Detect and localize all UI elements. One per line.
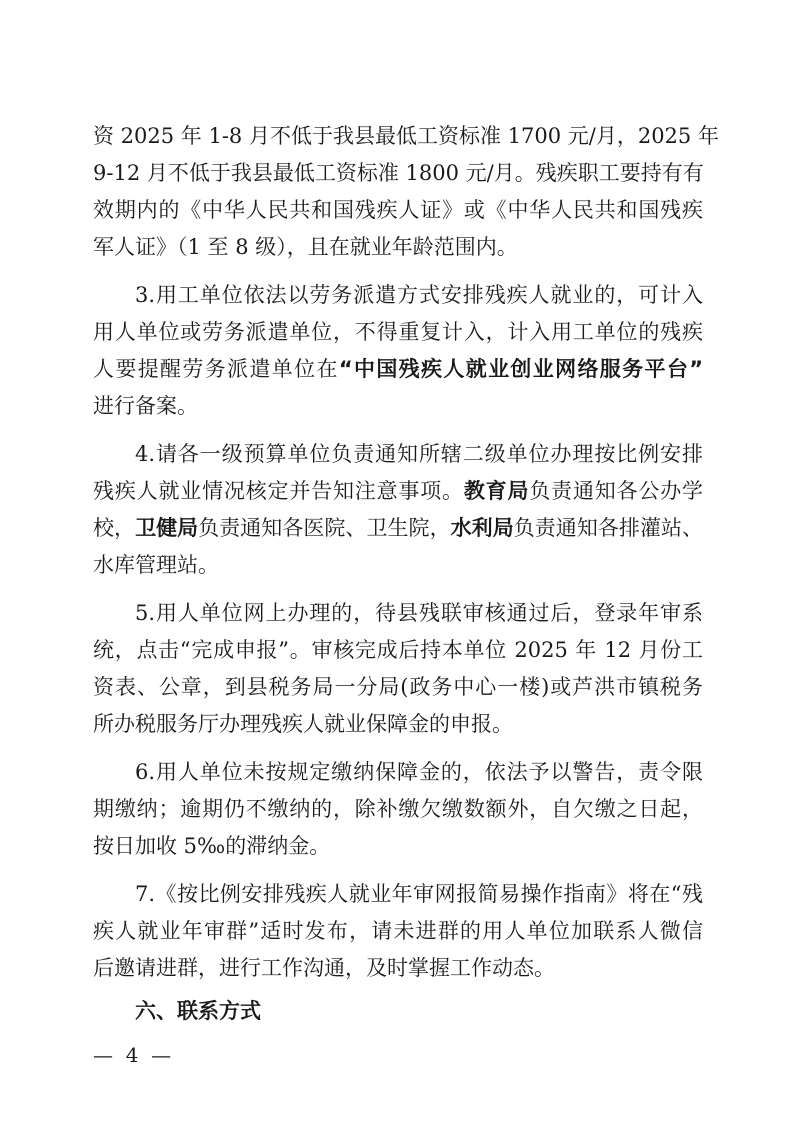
paragraph-line: 水库管理站。	[93, 553, 219, 577]
paragraph-line: 4.请各一级预算单位负责通知所辖二级单位办理按比例安排	[135, 442, 703, 466]
paragraph-line: 资表、公章，到县税务局一分局(政务中心一楼)或芦洪市镇税务	[93, 675, 703, 699]
text-segment: 负责通知各公办学	[529, 479, 704, 503]
bureau-name-bold: 水利局	[450, 516, 514, 540]
text-segment: 人要提醒劳务派遣单位在	[93, 357, 339, 381]
paragraph-line: 7.《按比例安排残疾人就业年审网报简易操作指南》将在“残	[135, 882, 703, 906]
text-segment: 残疾人就业情况核定并告知注意事项。	[93, 479, 464, 503]
paragraph-line	[93, 355, 703, 383]
text-segment: 负责通知各医院、卫生院，	[198, 516, 451, 540]
section-heading: 六、联系方式	[135, 999, 261, 1023]
paragraph-line	[93, 477, 703, 505]
text-segment: 校，	[93, 516, 136, 540]
paragraph-line: 3.用工单位依法以劳务派遣方式安排残疾人就业的，可计入	[135, 283, 703, 307]
paragraph-line: 进行备案。	[93, 394, 198, 418]
paragraph-line: 6.用人单位未按规定缴纳保障金的，依法予以警告，责令限	[135, 760, 703, 784]
paragraph-line: 9-12 月不低于我县最低工资标准 1800 元/月。残疾职工要持有有	[93, 161, 704, 185]
paragraph-line: 统，点击“完成申报”。审核完成后持本单位 2025 年 12 月份工	[93, 638, 703, 662]
bureau-name-bold: 卫健局	[135, 516, 199, 540]
paragraph-line: 所办税服务厅办理残疾人就业保障金的申报。	[93, 712, 513, 736]
paragraph-line: 资 2025 年 1-8 月不低于我县最低工资标准 1700 元/月，2025 年	[93, 124, 719, 148]
paragraph-line: 后邀请进群，进行工作沟通，及时掌握工作动态。	[93, 956, 555, 980]
paragraph-line: 按日加收 5‰的滞纳金。	[93, 834, 331, 858]
paragraph-line: 用人单位或劳务派遣单位，不得重复计入，计入用工单位的残疾	[93, 320, 703, 344]
paragraph-line: 疾人就业年审群”适时发布，请未进群的用人单位加联系人微信	[93, 919, 703, 943]
paragraph-line	[93, 514, 703, 542]
bureau-name-bold: 教育局	[463, 479, 530, 503]
paragraph-line: 效期内的《中华人民共和国残疾人证》或《中华人民共和国残疾	[93, 198, 703, 222]
paragraph-line: 期缴纳；逾期仍不缴纳的，除补缴欠缴数额外，自欠缴之日起，	[93, 797, 703, 821]
platform-name-bold: “中国残疾人就业创业网络服务平台”	[338, 357, 703, 381]
paragraph-line: 军人证》（1 至 8 级），且在就业年龄范围内。	[93, 235, 518, 259]
page-number: — 4 —	[93, 1043, 172, 1067]
paragraph-line: 5.用人单位网上办理的，待县残联审核通过后，登录年审系	[135, 601, 703, 625]
text-segment: 负责通知各排灌站、	[513, 516, 704, 540]
